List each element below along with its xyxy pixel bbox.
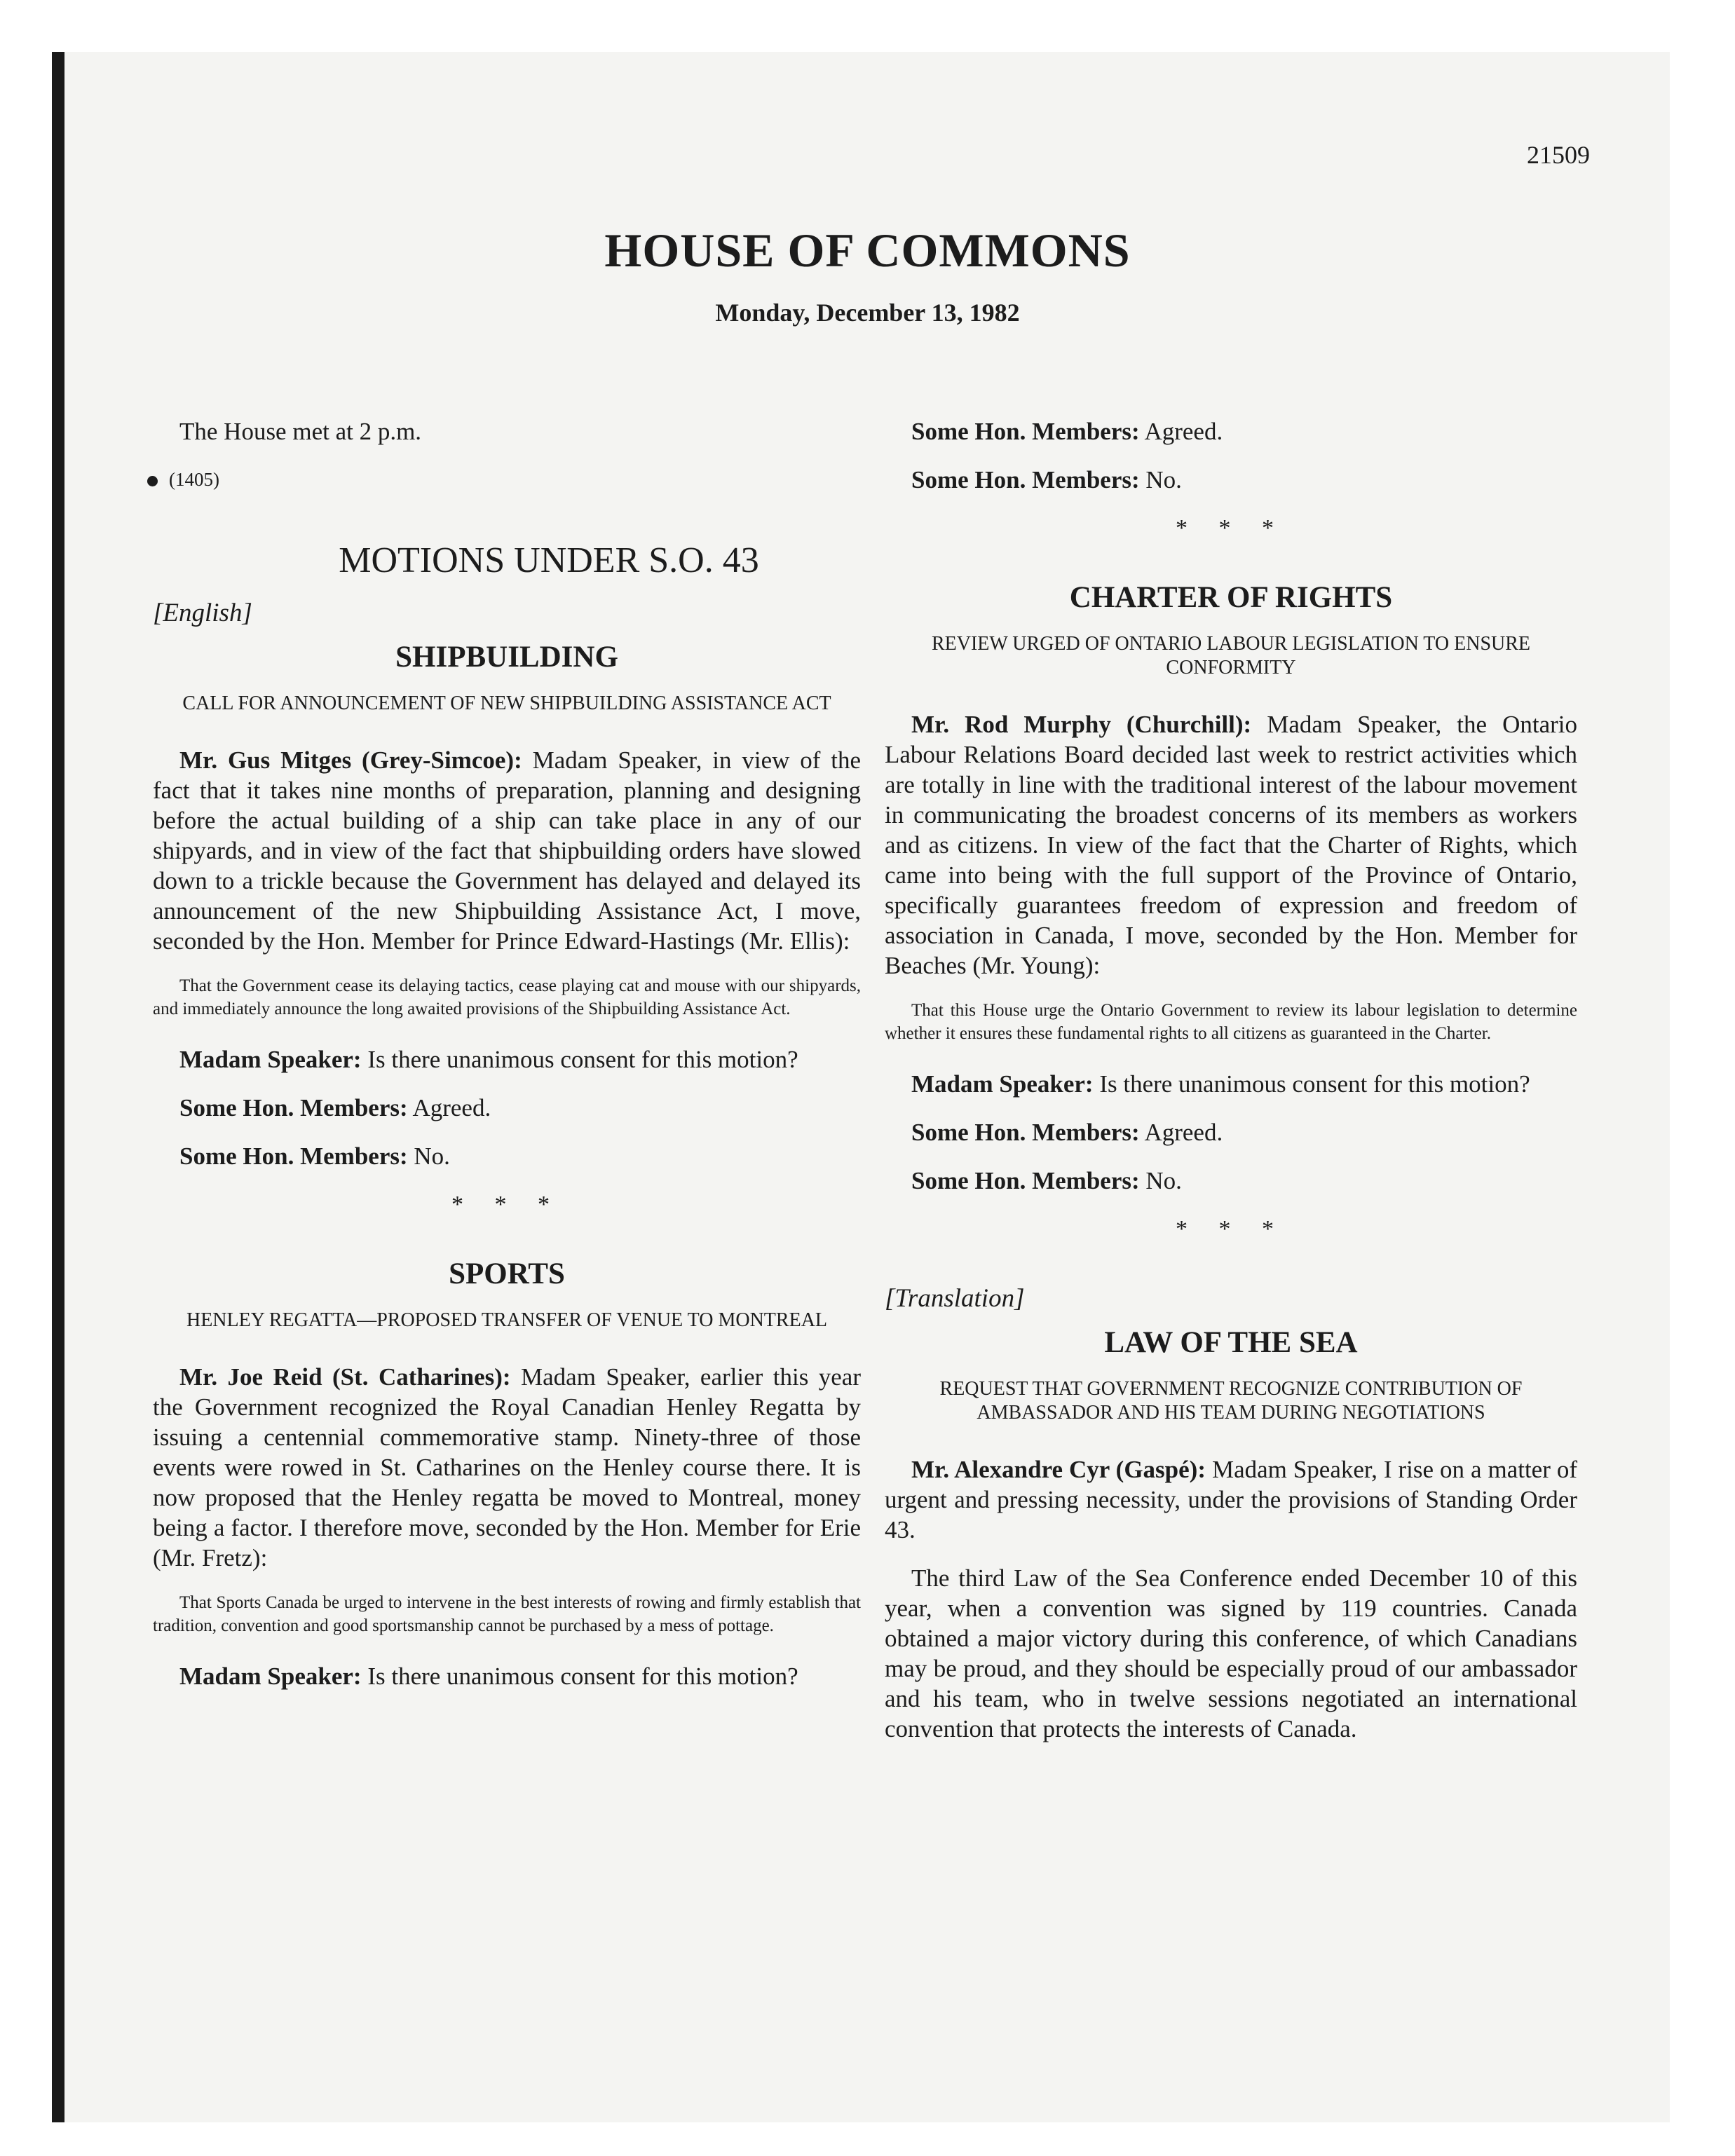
speech-text: Agreed. [1144,1119,1223,1146]
time-marker-text: (1405) [169,469,219,490]
speech-paragraph [153,1362,861,1573]
speech-text: No. [1145,466,1182,493]
left-column [153,416,861,1710]
section-heading-charter: CHARTER OF RIGHTS [1069,581,1393,614]
consent-question [153,1661,861,1691]
members-reply [153,1141,861,1171]
members-reply [885,465,1577,495]
language-tag: [English] [153,599,252,627]
speaker-name: Some Hon. Members: [911,1167,1140,1194]
part-heading: MOTIONS UNDER S.O. 43 [339,540,759,580]
section-heading-law-of-sea: LAW OF THE SEA [1104,1326,1358,1359]
speech-text: Madam Speaker, in view of the fact that it takes nine months of preparation, planning and designing before the actual building of a ship can take place in any of our shipyards, and in view of the fact that shipbuilding orders have slowed down to a trickle because the Government has delayed and delayed its announcement of the new Shipbuilding Assistance Act, I move, seconded by the Hon. Member for Prince Edward-Hastings (Mr. Ellis): [153,746,861,955]
time-marker [147,465,861,495]
section-separator: * * * [1176,515,1286,541]
speech-paragraph [885,1454,1577,1545]
bullet-icon [147,476,158,486]
language-tag: [Translation] [885,1284,1025,1313]
speech-text: Madam Speaker, the Ontario Labour Relations Board decided last week to restrict activities which are totally in line with the traditional interest of the labour movement in communicating the broadest concerns of its members as workers and as citizens. In view of the fact that the Charter of Rights, which came into being with the full support of the Province of Ontario, specifically guarantees freedom of expression and freedom of association in Canada, I move, seconded by the Hon. Member for Beaches (Mr. Young): [885,711,1578,979]
speech-text: Agreed. [1144,418,1223,445]
speaker-name: Madam Speaker: [911,1070,1094,1098]
right-column [885,416,1577,1762]
speaker-name: Some Hon. Members: [179,1142,408,1170]
motion-text: That the Government cease its delaying tactics, cease playing cat and mouse with our shipyards, and immediately announce the long awaited provisions of the Shipbuilding Assistance Act. [153,976,861,1018]
speaker-name: Madam Speaker: [179,1046,362,1073]
speech-paragraph: The third Law of the Sea Conference ended December 10 of this year, when a convention was signed by 119 countries. Canada obtained a major victory during this conference, of which Canadians may be proud, and they should be especially proud of our ambassador and his team, who in twelve sessions negotiated an international convention that protects the interests of Canada. [885,1564,1577,1742]
subheading-sports: HENLEY REGATTA—PROPOSED TRANSFER OF VENUE TO MONTREAL [186,1309,828,1331]
scan-margin [0,0,1735,52]
sitting-date: Monday, December 13, 1982 [715,299,1020,327]
page-number: 21509 [1527,141,1590,169]
speaker-name: Mr. Alexandre Cyr (Gaspé): [911,1456,1206,1483]
consent-question [153,1044,861,1074]
speaker-name: Madam Speaker: [179,1663,362,1690]
speaker-name: Some Hon. Members: [911,418,1140,445]
speaker-name: Mr. Gus Mitges (Grey-Simcoe): [179,746,522,774]
section-heading-sports: SPORTS [449,1257,565,1290]
members-reply [885,416,1577,446]
speaker-name: Some Hon. Members: [911,466,1140,493]
speaker-name: Mr. Joe Reid (St. Catharines): [179,1363,511,1391]
subheading-charter: REVIEW URGED OF ONTARIO LABOUR LEGISLATION TO ENSURE CONFORMITY [931,633,1531,678]
subheading-shipbuilding: CALL FOR ANNOUNCEMENT OF NEW SHIPBUILDING ASSISTANCE ACT [182,692,831,714]
speaker-name: Mr. Rod Murphy (Churchill): [911,711,1252,738]
speaker-name: Some Hon. Members: [179,1094,408,1121]
members-reply [153,1093,861,1123]
speech-text: No. [1145,1167,1182,1194]
section-separator: * * * [451,1192,562,1217]
speaker-name: Some Hon. Members: [911,1119,1140,1146]
speech-paragraph [153,745,861,956]
section-separator: * * * [1176,1216,1286,1242]
speech-text: No. [414,1142,450,1170]
speech-text: Is there unanimous consent for this motion? [367,1046,798,1073]
speech-text: Is there unanimous consent for this motion? [367,1663,798,1690]
subheading-law-of-sea: REQUEST THAT GOVERNMENT RECOGNIZE CONTRIBUTION OF AMBASSADOR AND HIS TEAM DURING NEGOTIATIONS [939,1378,1523,1424]
speech-text: Agreed. [412,1094,491,1121]
speech-text: Madam Speaker, I rise on a matter of urgent and pressing necessity, under the provisions of Standing Order 43. [885,1456,1577,1543]
consent-question [885,1069,1577,1099]
page-title: HOUSE OF COMMONS [604,224,1131,277]
speech-text: Is there unanimous consent for this motion? [1099,1070,1530,1098]
members-reply [885,1117,1577,1147]
speech-text: Madam Speaker, earlier this year the Government recognized the Royal Canadian Henley Regatta by issuing a centennial commemorative stamp. Ninety-three of those events were rowed in St. Catharines on the Henley course there. It is now proposed that the Henley regatta be moved to Montreal, money being a factor. I therefore move, seconded by the Hon. Member for Erie (Mr. Fretz): [153,1363,861,1571]
motion-text: That this House urge the Ontario Government to review its labour legislation to determine whether it ensures these fundamental rights to all citizens as guaranteed in the Charter. [885,1001,1577,1043]
opening-line: The House met at 2 p.m. [179,418,422,445]
motion-text: That Sports Canada be urged to intervene in the best interests of rowing and firmly establish that tradition, convention and good sportsmanship cannot be purchased by a mess of pottage. [153,1593,861,1635]
members-reply [885,1166,1577,1196]
speech-paragraph [885,709,1577,981]
section-heading-shipbuilding: SHIPBUILDING [395,641,618,674]
binding-edge [52,52,64,2122]
